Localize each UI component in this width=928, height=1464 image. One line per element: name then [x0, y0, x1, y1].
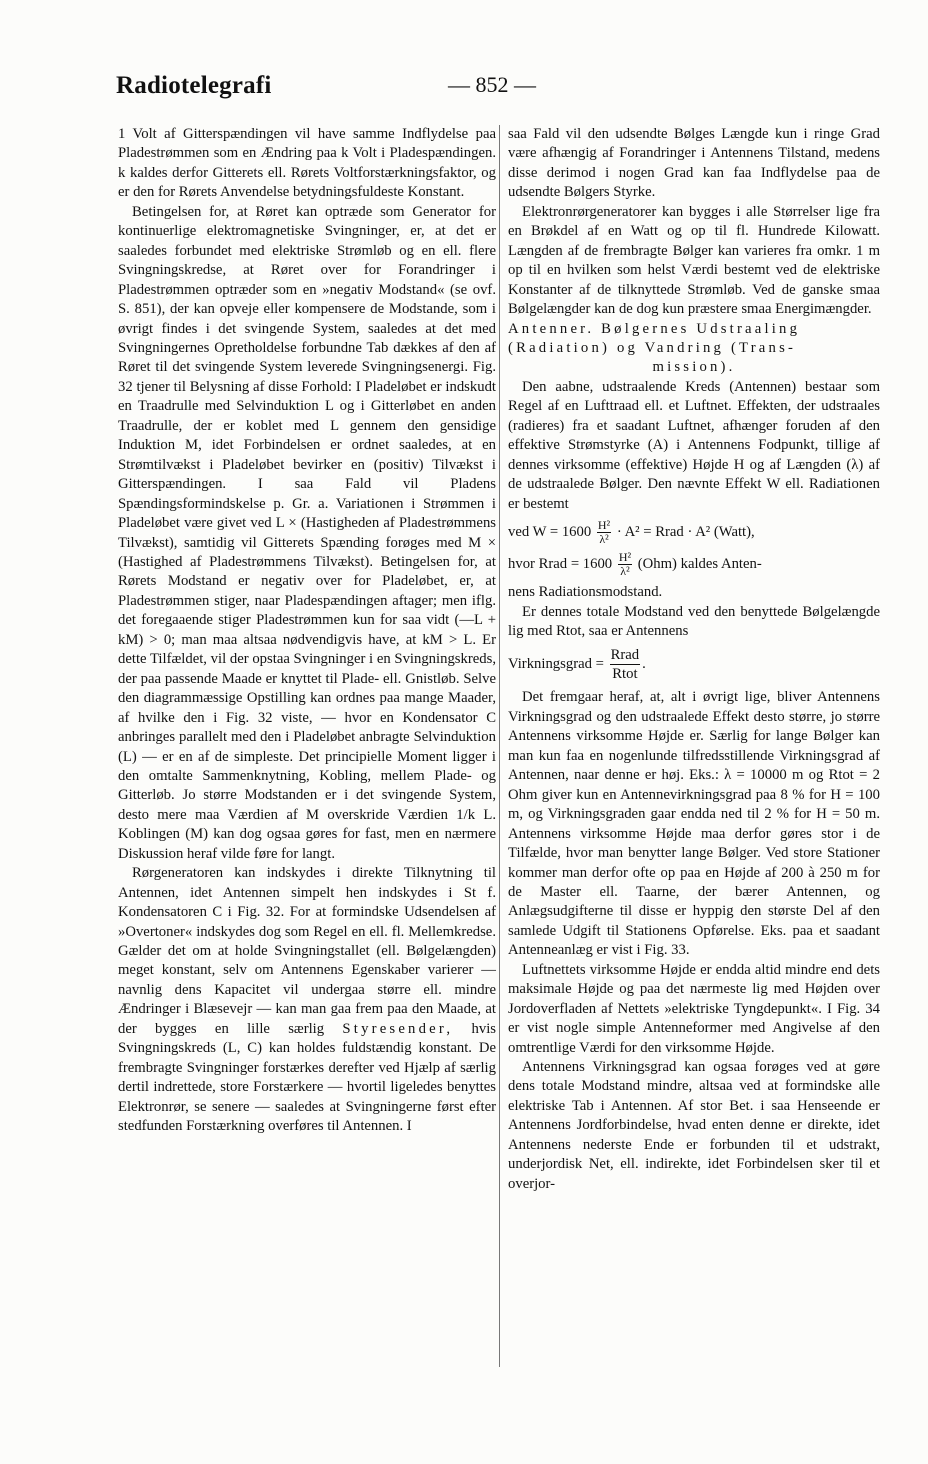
fraction: [618, 551, 632, 578]
fraction-numerator: H²: [618, 550, 632, 565]
formula-rest: (Ohm) kaldes Anten-: [637, 555, 762, 572]
section-title: Radiotelegrafi: [116, 72, 272, 99]
fraction-numerator: H²: [597, 518, 611, 533]
fraction: [610, 646, 641, 683]
formula-prefix: ved W = 1600: [508, 523, 592, 540]
fraction-denominator: λ²: [599, 532, 609, 547]
fraction: [597, 519, 611, 546]
fraction-denominator: Rtot: [612, 666, 638, 683]
right-column: [508, 125, 880, 1194]
heading-line: Antenner. Bølgernes Udstraaling: [508, 320, 801, 337]
heading-line: mission).: [652, 359, 736, 376]
paragraph-text: Rørgeneratoren kan indskydes i direkte Tilknytning til Antennen, idet Antennen simpelt hen indskydes i St f. Kondensatoren C i Fig. 32. For at formindske Udsendelsen af »Overtoner« indskydes dog som Regel en ell. fl. Mellemkredse. Gælder det om at holde Svingningstallet (ell. Bølgelængden) meget konstant, selv om Antennens Egenskaber varierer — navnlig dens Kapacitet vil undergaa større ell. mindre Ændringer i Blæsevejr — kan man gaa frem paa den Maade, at der bygges en lille særlig: [118, 865, 496, 1037]
page-number: — 852 —: [448, 72, 536, 97]
formula-rest: · A² = Rrad · A² (Watt),: [616, 523, 755, 540]
section-heading: [508, 320, 880, 378]
fraction-denominator: λ²: [620, 564, 630, 579]
paragraph: Betingelsen for, at Røret kan optræde som Generator for kontinuerlige elektromagnetiske Svingninger, er, at det er saaledes forbundet med elektriske Strømløb og en ell. flere Svingningskredse, at Røret over for Forandringer i Pladestrømmen optræder som en »negativ Modstand« (se ovf. S. 851), der kan opveje eller kompensere de Modstande, som i øvrigt findes i det svingende System, saaledes at det med Svingningernes Opretholdelse forbundne Tab dækkes af den af Røret til det svingende System leverede Svingningsenergi. Fig. 32 tjener til Belysning af disse Forhold: I Pladeløbet er indskudt en Traadrulle med Selvinduktion L og i Gitterløbet en anden Traadrulle, der er koblet med L gennem den gensidige Induktion M, idet Forbindelsen er ordnet saaledes, at en Strømtilvækst i Pladeløbet bevirker en (positiv) Tilvækst i Gitterspændingen. I saa Fald vil Pladens Spændingsformindskelse p. Gr. a. Variationen i Strømmen i Pladeløbet være givet ved L × (Hastigheden af Pladestrømmens Tilvækst), samtidig vil Gitterets Spænding forøges med M × (Hastighed af Pladestrømmens Tilvækst). Betingelsen for, at Rørets Modstand er negativ over for Pladeløbet, er, at Pladestrømmen stiger, naar Pladespændingen aftager; men iflg. det foregaaende stiger Pladestrømmen kun for saa vidt (—L + kM) > 0; man maa altsaa nødvendigvis have, at kM > L. Er dette Tilfældet, vil der opstaa Svingninger i en Svingningskreds, der paa passende Maade er knyttet til Plade- ell. Gnistløb. Selve den diagrammæssige Opstilling kan ordnes paa mange Maader, af hvilke den i Fig. 32 viste, — hvor en Kondensator C anbringes parallelt med den i Pladeløbet anbragte Selvinduktion (L) — er en af de simpleste. Det principielle Moment ligger i den omtalte Sammenknytning, Kobling, mellem Plade- og Gitterløb. Jo større Modstanden er i det svingende System, desto mere maa Værdien af M overskride Værdien 1/k L. Koblingen (M) kan dog ogsaa gøres for fast, men en nærmere Diskussion heraf vilde føre for langt.: [118, 203, 496, 862]
paragraph: saa Fald vil den udsendte Bølges Længde kun i ringe Grad være afhængig af Forandringer i Antennens Tilstand, medens disse derimod i nogen Grad kan faa Indflydelse paa de udsendte Bølgers Styrke.: [508, 126, 880, 201]
spaced-term: Styresender,: [342, 1020, 454, 1037]
formula-efficiency: [508, 646, 880, 683]
paragraph-text: hvis Svingningskreds (L, C) kan holdes fuldstændig konstant. De frembragte Svingninger forstærkes derefter ved Hjælp af særlig dertil indrettede, store Forstærkere — hvortil ligeledes benyttes Elektronrør, se senere — saaledes at Svingningerne først efter stedfunden Forstærkning overføres til Antennen. I: [118, 1020, 497, 1135]
left-column: [118, 125, 496, 1137]
paragraph: Antennens Virkningsgrad kan ogsaa forøges ved at gøre dens totale Modstand mindre, altsaa ved at formindske alle elektriske Tab i Antennen. Af stor Bet. i saa Henseende er Antennens Jordforbindelse, hvad enten denne er direkte, idet Antennens nederste Ende er forbunden til et udstrakt, underjordisk Net, ell. indirekte, idet Forbindelsen sker til et overjor-: [508, 1059, 880, 1192]
paragraph: Det fremgaar heraf, at, alt i øvrigt lige, bliver Antennens Virkningsgrad og den udstraalede Effekt desto større, jo større Antennens virksomme Højde er. Særlig for lange Bølger kan man kun faa en nogenlunde tilfredsstillende Virkningsgrad af Antennen, naar denne er høj. Eks.: λ = 10000 m og Rtot = 2 Ohm giver kun en Antennevirkningsgrad paa 8 % for H = 100 m, og Virkningsgraden gaar endda ned til 2 % for H = 50 m. Antennens virksomme Højde maa derfor gøres stor i de Tilfælde, hvor man benytter lange Bølger. Ved store Stationer kommer man derfor ofte op paa en Højde af 200 à 250 m for de Master ell. Taarne, der bærer Antennen, og Anlægsudgifterne til disse er hyppig den største Del af den samlede Udgift til Stationens Opførelse. Eks. paa et saadant Antenneanlæg er vist i Fig. 33.: [508, 689, 880, 959]
paragraph: Luftnettets virksomme Højde er endda altid mindre end dets maksimale Højde og paa det nærmeste lig med Højden over Jordoverfladen af Nettets »elektriske Tyngdepunkt«. I Fig. 34 er vist nogle simple Antenneformer med Angivelse af den omtrentlige Værdi for den virksomme Højde.: [508, 961, 880, 1056]
paragraph: Den aabne, udstraalende Kreds (Antennen) bestaar som Regel af en Lufttraad ell. et Luftnet. Effekten, der udstraales (radieres) fra et saadant Luftnet, afhænger foruden af den effektive Strømstyrke (A) i Antennens Fodpunkt, tillige af dennes virksomme (effektive) Højde H og af Længden (λ) af de udstraalede Bølger. Den nævnte Effekt W ell. Radiationen er bestemt: [508, 378, 880, 512]
column-divider: [499, 125, 500, 1367]
formula-effect: [508, 519, 880, 546]
fraction-numerator: Rrad: [610, 647, 640, 664]
paragraph: 1 Volt af Gitterspændingen vil have samme Indflydelse paa Pladestrømmen som en Ændring paa k Volt i Pladespændingen. k kaldes derfor Gitterets ell. Rørets Voltforstærkningsfaktor, og er den for Rørets Anvendelse betydningsfuldeste Konstant.: [118, 126, 496, 201]
paragraph: nens Radiationsmodstand.: [508, 584, 663, 601]
formula-radiation-resistance: [508, 551, 880, 578]
formula-prefix: hvor Rrad = 1600: [508, 555, 613, 572]
formula-period: .: [642, 656, 646, 673]
page-header: [116, 70, 886, 110]
formula-prefix: Virkningsgrad =: [508, 656, 604, 673]
paragraph: Er dennes totale Modstand ved den benyttede Bølgelængde lig med Rtot, saa er Antennens: [508, 603, 880, 639]
paragraph: Elektronrørgeneratorer kan bygges i alle Størrelser lige fra en Brøkdel af en Watt og op til fl. Hundrede Kilowatt. Længden af de frembragte Bølger kan varieres fra omkr. 1 m op til en hvilken som helst Værdi bestemt ved de elektriske Konstanter af de tilknyttede Strømløb. Ved de ganske smaa Bølgelængder kan de dog kun præstere smaa Energimængder.: [508, 203, 880, 318]
paragraph: [118, 864, 496, 1136]
heading-line: (Radiation) og Vandring (Trans-: [508, 339, 797, 356]
